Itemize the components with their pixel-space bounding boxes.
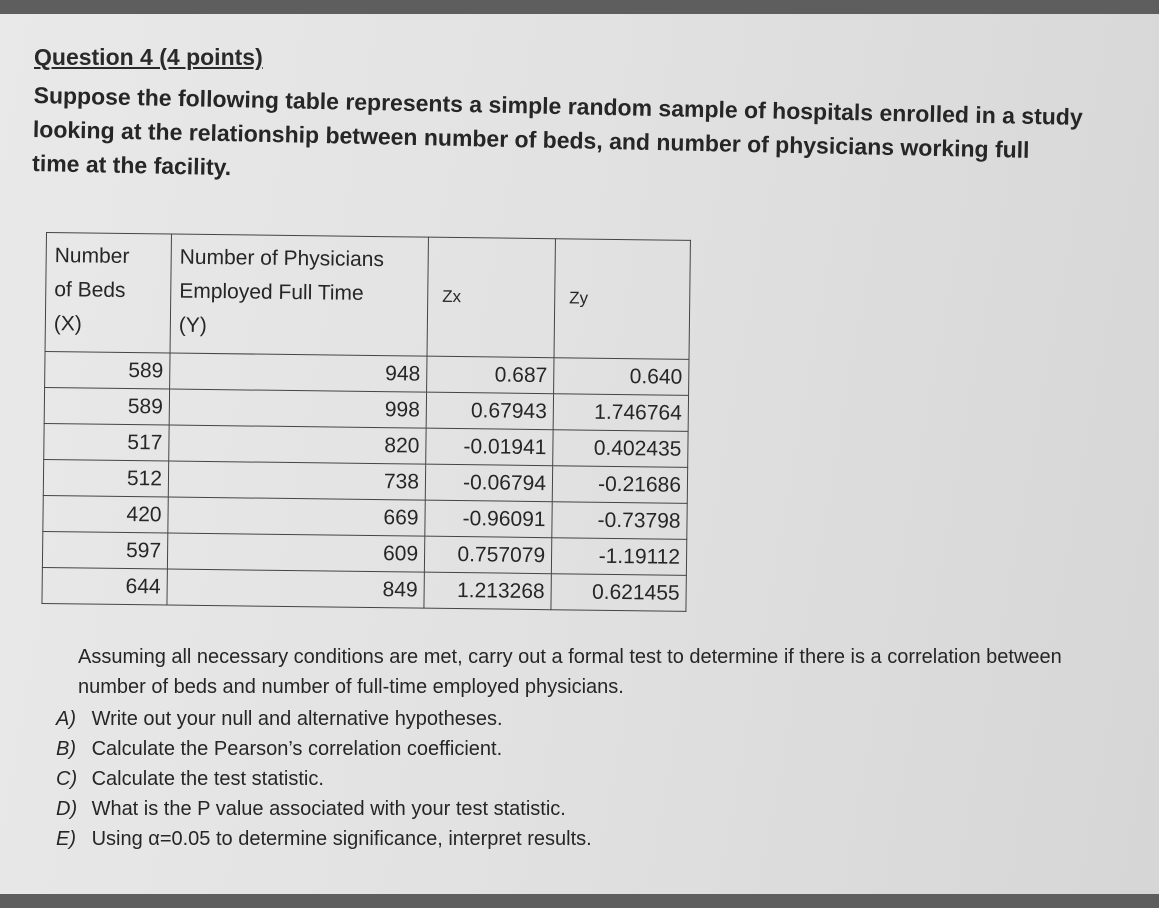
header-physicians: Number of Physicians Employed Full Time (Y) <box>170 234 428 356</box>
header-zx: Zx <box>427 237 555 358</box>
cell-physicians: 738 <box>168 461 425 500</box>
cell-zx: -0.06794 <box>425 464 552 502</box>
cell-zx: -0.96091 <box>425 500 552 538</box>
list-item <box>56 794 592 824</box>
cell-beds: 589 <box>44 387 169 425</box>
question-parts-list <box>56 704 592 854</box>
question-intro: Suppose the following table represents a simple random sample of hospitals enrolled in a study looking at the relationship between number of beds, and number of physicians working full time at the facility. <box>31 81 1083 181</box>
cell-beds: 517 <box>44 423 169 461</box>
data-table-wrapper <box>41 232 690 612</box>
data-table <box>41 232 690 612</box>
part-text: Using α=0.05 to determine significance, interpret results. <box>91 828 592 850</box>
cell-beds: 597 <box>42 531 167 569</box>
part-label: E) <box>56 828 76 850</box>
cell-physicians: 609 <box>167 533 424 572</box>
cell-zx: 0.687 <box>427 356 554 394</box>
cell-zy: 0.640 <box>554 358 689 396</box>
part-label: B) <box>56 738 76 760</box>
cell-beds: 512 <box>43 459 168 497</box>
task-instructions: Assuming all necessary conditions are met, carry out a formal test to determine if there is a correlation between number of beds and number of full-time employed physicians. <box>78 646 1062 698</box>
table-header-row <box>45 233 690 360</box>
cell-physicians: 820 <box>169 425 426 464</box>
cell-physicians: 948 <box>170 353 427 392</box>
cell-physicians: 669 <box>168 497 425 536</box>
part-text: Write out your null and alternative hypotheses. <box>91 708 503 730</box>
cell-zy: 0.621455 <box>551 574 686 612</box>
document-page <box>0 14 1159 894</box>
cell-zy: -1.19112 <box>551 538 686 576</box>
header-zy: Zy <box>554 239 690 360</box>
cell-beds: 420 <box>43 495 168 533</box>
cell-zx: 0.757079 <box>424 536 551 574</box>
part-text: Calculate the test statistic. <box>91 768 324 790</box>
cell-zy: -0.73798 <box>552 502 687 540</box>
part-label: C) <box>56 768 78 790</box>
cell-beds: 589 <box>45 351 170 389</box>
list-item <box>56 824 592 854</box>
list-item <box>56 764 592 794</box>
list-item <box>56 704 592 734</box>
cell-physicians: 998 <box>169 389 426 428</box>
cell-zx: -0.01941 <box>426 428 553 466</box>
question-title: Question 4 (4 points) <box>34 44 263 70</box>
part-label: A) <box>56 708 76 730</box>
cell-zy: 0.402435 <box>553 430 688 468</box>
part-label: D) <box>56 798 78 820</box>
list-item <box>56 734 592 764</box>
cell-zy: -0.21686 <box>552 466 687 504</box>
part-text: Calculate the Pearson’s correlation coefficient. <box>91 738 503 760</box>
cell-zx: 1.213268 <box>424 572 551 610</box>
header-beds: Number of Beds (X) <box>45 233 171 354</box>
table-row <box>42 567 686 611</box>
cell-zy: 1.746764 <box>553 394 688 432</box>
cell-zx: 0.67943 <box>426 392 553 430</box>
part-text: What is the P value associated with your test statistic. <box>91 798 566 820</box>
cell-physicians: 849 <box>167 569 424 608</box>
cell-beds: 644 <box>42 567 167 605</box>
